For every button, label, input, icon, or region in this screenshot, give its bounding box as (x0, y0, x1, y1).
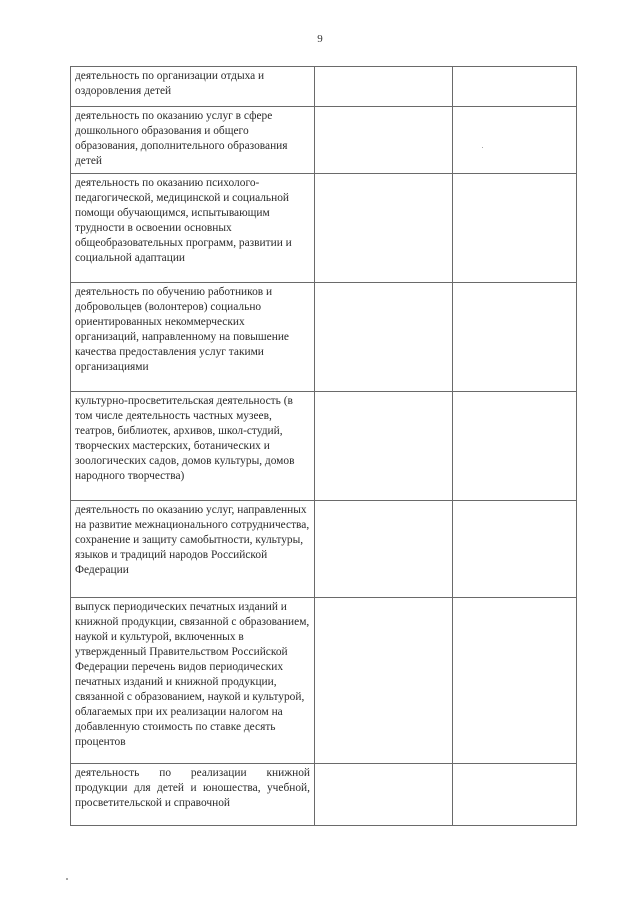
empty-cell (453, 283, 577, 392)
activity-cell: деятельность по оказанию услуг в сфере дошкольного образования и общего образования, дополнительного образования детей (71, 107, 315, 174)
empty-cell (315, 598, 453, 764)
activity-cell: деятельность по реализации книжной продукции для детей и юношества, учебной, просветительской и справочной (71, 764, 315, 826)
activity-cell: деятельность по обучению работников и добровольцев (волонтеров) социально ориентированных некоммерческих организаций, направленному на повышение качества предоставления услуг такими организациями (71, 283, 315, 392)
empty-cell (453, 174, 577, 283)
activity-table (70, 66, 577, 826)
empty-cell (315, 501, 453, 598)
table-row (71, 67, 577, 107)
empty-cell (315, 174, 453, 283)
page-number: 9 (317, 33, 323, 45)
empty-cell (315, 67, 453, 107)
empty-cell (315, 764, 453, 826)
table-row (71, 174, 577, 283)
table-row (71, 107, 577, 174)
empty-cell (315, 392, 453, 501)
empty-cell (453, 764, 577, 826)
scan-speck (66, 878, 68, 880)
activity-cell: культурно-просветительская деятельность (в том числе деятельность частных музеев, театров, библиотек, архивов, школ-студий, творческих мастерских, ботанических и зоологических садов, домов культуры, домов народного творчества) (71, 392, 315, 501)
table-row (71, 501, 577, 598)
activity-cell: деятельность по оказанию психолого-педагогической, медицинской и социальной помощи обучающимся, испытывающим трудности в освоении основных общеобразовательных программ, развитии и социальной адаптации (71, 174, 315, 283)
empty-cell (453, 107, 577, 174)
empty-cell (315, 107, 453, 174)
table-row (71, 392, 577, 501)
empty-cell (453, 67, 577, 107)
empty-cell (453, 392, 577, 501)
activity-cell: деятельность по организации отдыха и оздоровления детей (71, 67, 315, 107)
table-row (71, 764, 577, 826)
scan-speck (482, 147, 483, 148)
empty-cell (453, 598, 577, 764)
empty-cell (315, 283, 453, 392)
table-row (71, 598, 577, 764)
activity-cell: деятельность по оказанию услуг, направленных на развитие межнационального сотрудничества, сохранение и защиту самобытности, культуры, языков и традиций народов Российской Федерации (71, 501, 315, 598)
table-row (71, 283, 577, 392)
activity-cell: выпуск периодических печатных изданий и книжной продукции, связанной с образованием, наукой и культурой, включенных в утвержденный Правительством Российской Федерации перечень видов периодических печатных изданий и книжной продукции, связанной с образованием, наукой и культурой, облагаемых при их реализации налогом на добавленную стоимость по ставке десять процентов (71, 598, 315, 764)
empty-cell (453, 501, 577, 598)
